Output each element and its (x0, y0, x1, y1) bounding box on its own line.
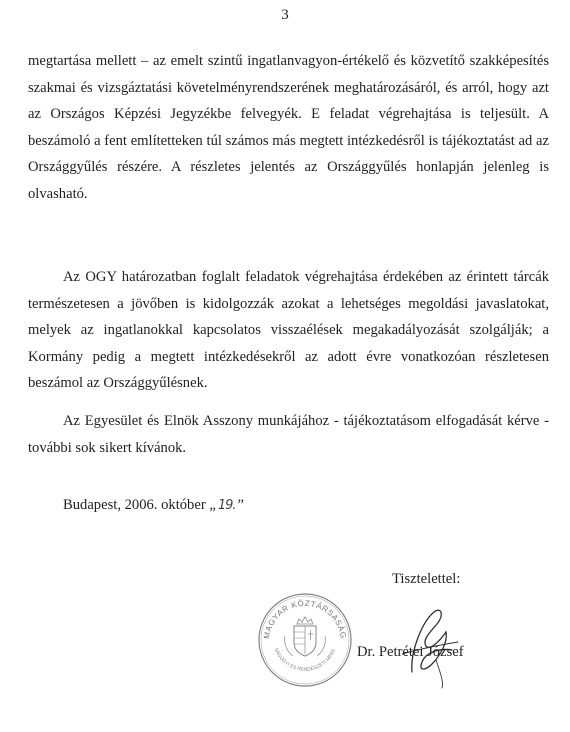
closing-salutation: Tisztelettel: (392, 571, 461, 587)
date-closing-quote: ” (237, 497, 244, 513)
seal-outer-text: MAGYAR KÖZTÁRSASÁG (262, 598, 348, 640)
page-number: 3 (281, 7, 289, 23)
paragraph-text: Az OGY határozatban foglalt feladatok végrehajtása érdekében az érintett tárcák természetesen a jövőben is kidolgozzák azokat a lehetséges megoldási javaslatokat, melyek az ingatlanokkal kapcsolatos visszaélések megakadályozását szolgálják; a Kormány pedig a megtett intézkedésekről az adott évre vonatkozóan részletesen beszámol az Országgyűlésnek. (28, 269, 549, 392)
date-printed-text: Budapest, 2006. október „ (63, 497, 216, 513)
paragraph-text: megtartása mellett – az emelt szintű ingatlanvagyon-értékelő és közvetítő szakképesítés szakmai és vizsgáztatási követelményrendszerének meghatározásáról, és arról, hogy azt az Országos Képzési Jegyzékbe felvegyék. E feladat végrehajtása is teljesült. A beszámoló a fent említetteken túl számos más megtett intézkedésről is tájékoztatást ad az Országgyűlés részére. A részletes jelentés az Országgyűlés honlapján jelenleg is olvasható. (28, 53, 549, 202)
official-seal-stamp (255, 590, 355, 690)
paragraph-text: Az Egyesület és Elnök Asszony munkájához - tájékoztatásom elfogadását kérve - további sok sikert kívánok. (28, 413, 549, 456)
coat-of-arms-icon (285, 617, 326, 656)
seal-inner-text: SÁGÜGYI ÉS RENDÉSZETI MINIS (272, 647, 337, 673)
body-paragraph-3 (28, 408, 549, 461)
body-paragraph-2 (28, 264, 549, 397)
body-paragraph-1 (28, 48, 549, 208)
date-handwritten-day: 19. (217, 498, 236, 513)
signer-name: Dr. Petrétei József (357, 644, 464, 660)
place-and-date (63, 497, 244, 514)
